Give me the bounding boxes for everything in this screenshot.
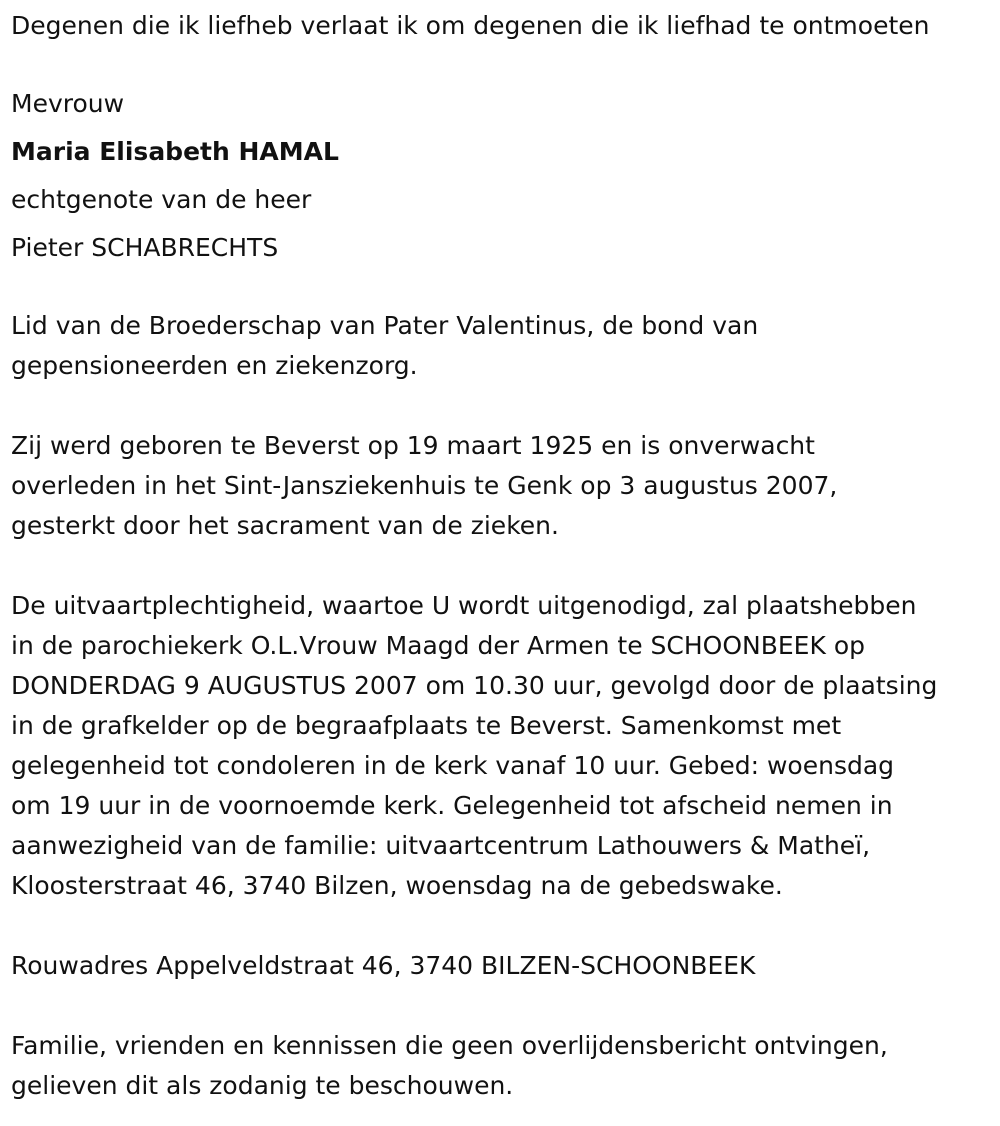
obituary-document bbox=[11, 6, 996, 1106]
spacer bbox=[11, 46, 996, 80]
deceased-header bbox=[11, 80, 996, 272]
relation-text: echtgenote van de heer bbox=[11, 185, 312, 214]
funeral-line: in de grafkelder op de begraafplaats te Beverst. Samenkomst met bbox=[11, 711, 842, 740]
closing-paragraph bbox=[11, 1026, 996, 1106]
spacer bbox=[11, 906, 996, 946]
funeral-paragraph bbox=[11, 586, 996, 906]
spouse-name: Pieter SCHABRECHTS bbox=[11, 233, 279, 262]
mourning-address: Rouwadres Appelveldstraat 46, 3740 BILZEN-SCHOONBEEK bbox=[11, 951, 756, 980]
birth-death-paragraph bbox=[11, 426, 996, 546]
spacer bbox=[11, 272, 996, 306]
funeral-line: Kloosterstraat 46, 3740 Bilzen, woensdag na de gebedswake. bbox=[11, 871, 783, 900]
title-prefix: Mevrouw bbox=[11, 89, 125, 118]
funeral-line: DONDERDAG 9 AUGUSTUS 2007 om 10.30 uur, gevolgd door de plaatsing bbox=[11, 671, 938, 700]
membership-line: gepensioneerden en ziekenzorg. bbox=[11, 351, 418, 380]
funeral-line: aanwezigheid van de familie: uitvaartcentrum Lathouwers & Matheï, bbox=[11, 831, 871, 860]
membership-paragraph bbox=[11, 306, 996, 386]
birth-death-line: overleden in het Sint-Jansziekenhuis te Genk op 3 augustus 2007, bbox=[11, 471, 838, 500]
birth-death-line: Zij werd geboren te Beverst op 19 maart 1925 en is onverwacht bbox=[11, 431, 815, 460]
funeral-line: in de parochiekerk O.L.Vrouw Maagd der Armen te SCHOONBEEK op bbox=[11, 631, 865, 660]
funeral-line: gelegenheid tot condoleren in de kerk vanaf 10 uur. Gebed: woensdag bbox=[11, 751, 895, 780]
birth-death-line: gesterkt door het sacrament van de zieken. bbox=[11, 511, 559, 540]
spacer bbox=[11, 546, 996, 586]
spacer bbox=[11, 386, 996, 426]
membership-line: Lid van de Broederschap van Pater Valentinus, de bond van bbox=[11, 311, 759, 340]
spacer bbox=[11, 986, 996, 1026]
closing-line: Familie, vrienden en kennissen die geen overlijdensbericht ontvingen, bbox=[11, 1031, 888, 1060]
funeral-line: om 19 uur in de voornoemde kerk. Gelegenheid tot afscheid nemen in bbox=[11, 791, 893, 820]
closing-line: gelieven dit als zodanig te beschouwen. bbox=[11, 1071, 514, 1100]
funeral-line: De uitvaartplechtigheid, waartoe U wordt uitgenodigd, zal plaatshebben bbox=[11, 591, 917, 620]
motto: Degenen die ik liefheb verlaat ik om degenen die ik liefhad te ontmoeten bbox=[11, 11, 930, 40]
deceased-name: Maria Elisabeth HAMAL bbox=[11, 137, 339, 166]
